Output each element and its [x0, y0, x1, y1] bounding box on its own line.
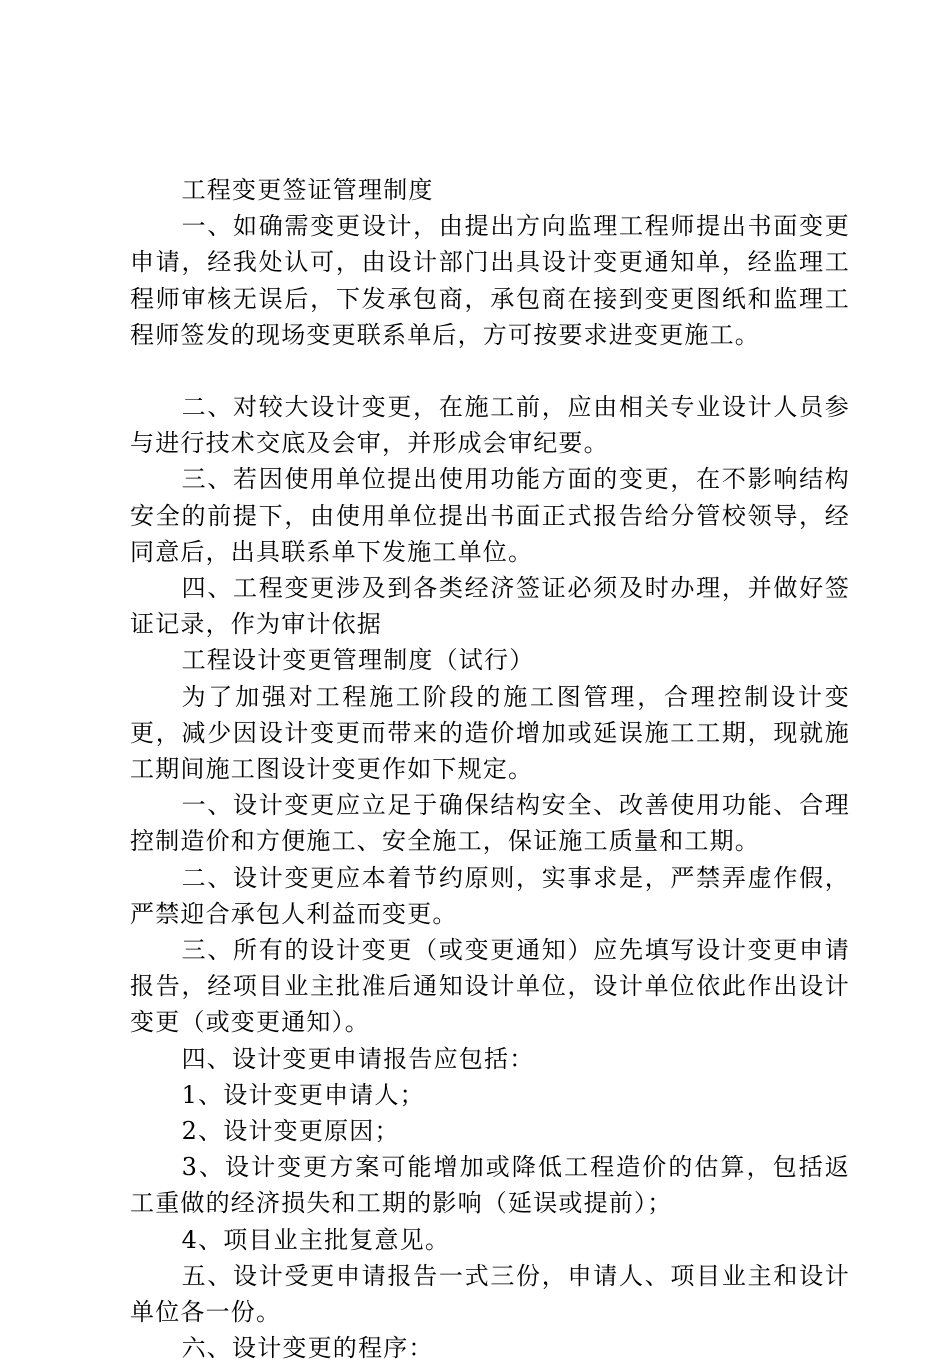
paragraph: 五、设计受更申请报告一式三份，申请人、项目业主和设计单位各一份。 [130, 1261, 850, 1327]
paragraph: 三、所有的设计变更（或变更通知）应先填写设计变更申请报告，经项目业主批准后通知设计单位，设计单位依此作出设计变更（或变更通知）。 [130, 936, 850, 1037]
paragraph: 为了加强对工程施工阶段的施工图管理，合理控制设计变更，减少因设计变更而带来的造价增加或延误施工工期，现就施工期间施工图设计变更作如下规定。 [130, 682, 850, 784]
paragraph: 一、设计变更应立足于确保结构安全、改善使用功能、合理控制造价和方便施工、安全施工，保证施工质量和工期。 [130, 791, 850, 856]
list-item: 4、项目业主批复意见。 [181, 1225, 451, 1254]
document-body [130, 172, 850, 1367]
paragraph: 四、工程变更涉及到各类经济签证必须及时办理，并做好签证记录，作为审计依据 [130, 574, 850, 639]
list-item: 1、设计变更申请人； [181, 1080, 425, 1109]
paragraph: 二、设计变更应本着节约原则，实事求是，严禁弄虚作假，严禁迎合承包人利益而变更。 [130, 863, 850, 928]
section-title: 工程设计变更管理制度（试行） [181, 646, 535, 675]
section-title: 工程变更签证管理制度 [181, 176, 434, 204]
list-item: 2、设计变更原因； [181, 1117, 400, 1146]
paragraph: 四、设计变更申请报告应包括： [181, 1044, 535, 1073]
paragraph: 二、对较大设计变更，在施工前，应由相关专业设计人员参与进行技术交底及会审，并形成会审纪要。 [130, 393, 850, 458]
list-item: 3、设计变更方案可能增加或降低工程造价的估算，包括返工重做的经济损失和工期的影响（延误或提前）； [130, 1153, 850, 1218]
paragraph: 六、设计变更的程序： [181, 1334, 434, 1363]
paragraph: 三、若因使用单位提出使用功能方面的变更，在不影响结构安全的前提下，由使用单位提出书面正式报告给分管校领导，经同意后，出具联系单下发施工单位。 [130, 465, 850, 566]
paragraph: 一、如确需变更设计，由提出方向监理工程师提出书面变更申请，经我处认可，由设计部门出具设计变更通知单，经监理工程师审核无误后，下发承包商，承包商在接到变更图纸和监理工程师签发的现场变更联系单后，方可按要求进变更施工。 [130, 212, 850, 349]
